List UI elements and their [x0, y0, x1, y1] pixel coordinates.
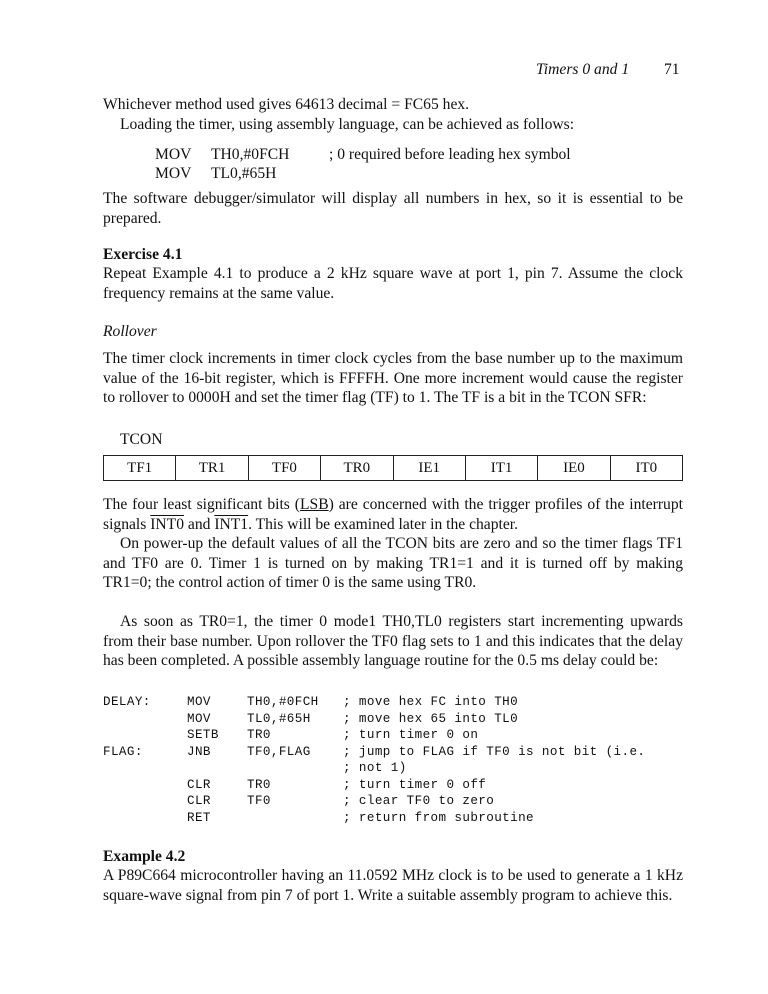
int1-signal: INT1	[214, 515, 249, 533]
lsb-text-and: and	[184, 515, 215, 533]
code-comment: ; move hex FC into TH0	[343, 695, 519, 709]
code-arg: TF0,FLAG	[247, 744, 311, 759]
code-comment: ; clear TF0 to zero	[343, 794, 495, 808]
code-op: CLR	[187, 777, 211, 792]
code-line	[103, 760, 683, 777]
load-code-line-2	[155, 164, 675, 184]
page-number: 71	[664, 61, 680, 78]
tcon-label: TCON	[120, 431, 163, 448]
code-arg: TR0	[247, 728, 271, 742]
code-op: MOV	[187, 695, 211, 709]
delay-code-listing	[103, 694, 683, 834]
code-op: MOV	[155, 165, 192, 182]
code-comment: ; 0 required before leading hex symbol	[329, 146, 571, 163]
exercise-title: Exercise 4.1	[103, 246, 183, 263]
code-label: DELAY:	[103, 695, 151, 709]
code-label: FLAG:	[103, 744, 143, 759]
code-line	[103, 810, 683, 827]
code-op: MOV	[155, 146, 192, 163]
code-arg: TL0,#65H	[211, 165, 277, 182]
code-line	[103, 694, 683, 711]
tcon-register-table	[103, 455, 683, 481]
code-arg: TR0	[247, 777, 271, 792]
code-comment: ; return from subroutine	[343, 810, 534, 825]
tcon-bit-cell: TF0	[248, 456, 320, 480]
code-line	[103, 793, 683, 810]
code-line	[103, 711, 683, 728]
debugger-paragraph: The software debugger/simulator will display all numbers in hex, so it is essential to be prepared.	[103, 190, 683, 227]
load-code-line-1	[155, 145, 675, 165]
code-op: MOV	[187, 711, 211, 726]
running-title: Timers 0 and 1	[536, 61, 630, 78]
code-comment: ; move hex 65 into TL0	[343, 711, 519, 726]
lsb-abbrev: LSB	[300, 496, 329, 513]
code-op: CLR	[187, 794, 211, 808]
code-line	[103, 727, 683, 744]
lsb-text-after: . This will be examined later in the chapter.	[248, 515, 519, 533]
intro-line-1: Whichever method used gives 64613 decimal = FC65 hex.	[103, 96, 470, 113]
tcon-bit-cell: TR0	[320, 456, 392, 480]
code-arg: TH0,#0FCH	[211, 146, 290, 163]
exercise-text: Repeat Example 4.1 to produce a 2 kHz square wave at port 1, pin 7. Assume the clock frequency remains at the same value.	[103, 265, 683, 302]
tcon-bit-cell: TR1	[175, 456, 247, 480]
lsb-paragraph	[103, 495, 683, 534]
intro-line-2: Loading the timer, using assembly language, can be achieved as follows:	[120, 116, 575, 133]
lsb-text-mid: ) are concerned with the trigger profiles of the interrupt signals	[103, 496, 683, 533]
tcon-bit-cell: IE1	[393, 456, 465, 480]
code-op: RET	[187, 810, 211, 825]
tcon-bit-cell: IT0	[610, 456, 682, 480]
int0-signal: INT0	[150, 515, 184, 533]
tcon-bit-cell: TF1	[127, 460, 153, 476]
code-arg: TH0,#0FCH	[247, 695, 319, 709]
rollover-heading: Rollover	[103, 323, 157, 340]
code-comment: ; not 1)	[343, 761, 407, 775]
example-text: A P89C664 microcontroller having an 11.0592 MHz clock is to be used to generate a 1 kHz square-wave signal from pin 7 of port 1. Write a suitable assembly program to achieve this.	[103, 867, 683, 904]
example-title: Example 4.2	[103, 848, 186, 865]
code-arg: TF0	[247, 794, 271, 808]
code-line	[103, 744, 683, 761]
lsb-text-before: The four least significant bits (	[103, 496, 300, 513]
code-op: JNB	[187, 744, 211, 759]
tr0-paragraph: As soon as TR0=1, the timer 0 mode1 TH0,TL0 registers start incrementing upwards from their base number. Upon rollover the TF0 flag sets to 1 and this indicates that the delay has been completed. A possible assembly language routine for the 0.5 ms delay could be:	[103, 613, 683, 670]
code-op: SETB	[187, 728, 219, 742]
code-arg: TL0,#65H	[247, 711, 311, 726]
tcon-bit-cell: IT1	[465, 456, 537, 480]
code-comment: ; turn timer 0 off	[343, 777, 487, 792]
code-comment: ; turn timer 0 on	[343, 728, 479, 742]
powerup-paragraph: On power-up the default values of all the TCON bits are zero and so the timer flags TF1 and TF0 are 0. Timer 1 is turned on by making TR1=1 and it is turned off by making TR1=0; the control action of timer 0 is the same using TR0.	[103, 535, 683, 592]
tcon-bit-cell: IE0	[537, 456, 609, 480]
rollover-paragraph: The timer clock increments in timer clock cycles from the base number up to the maximum value of the 16-bit register, which is FFFFH. One more increment would cause the register to rollover to 0000H and set the timer flag (TF) to 1. The TF is a bit in the TCON SFR:	[103, 350, 683, 407]
code-line	[103, 777, 683, 794]
code-comment: ; jump to FLAG if TF0 is not bit (i.e.	[343, 744, 646, 759]
